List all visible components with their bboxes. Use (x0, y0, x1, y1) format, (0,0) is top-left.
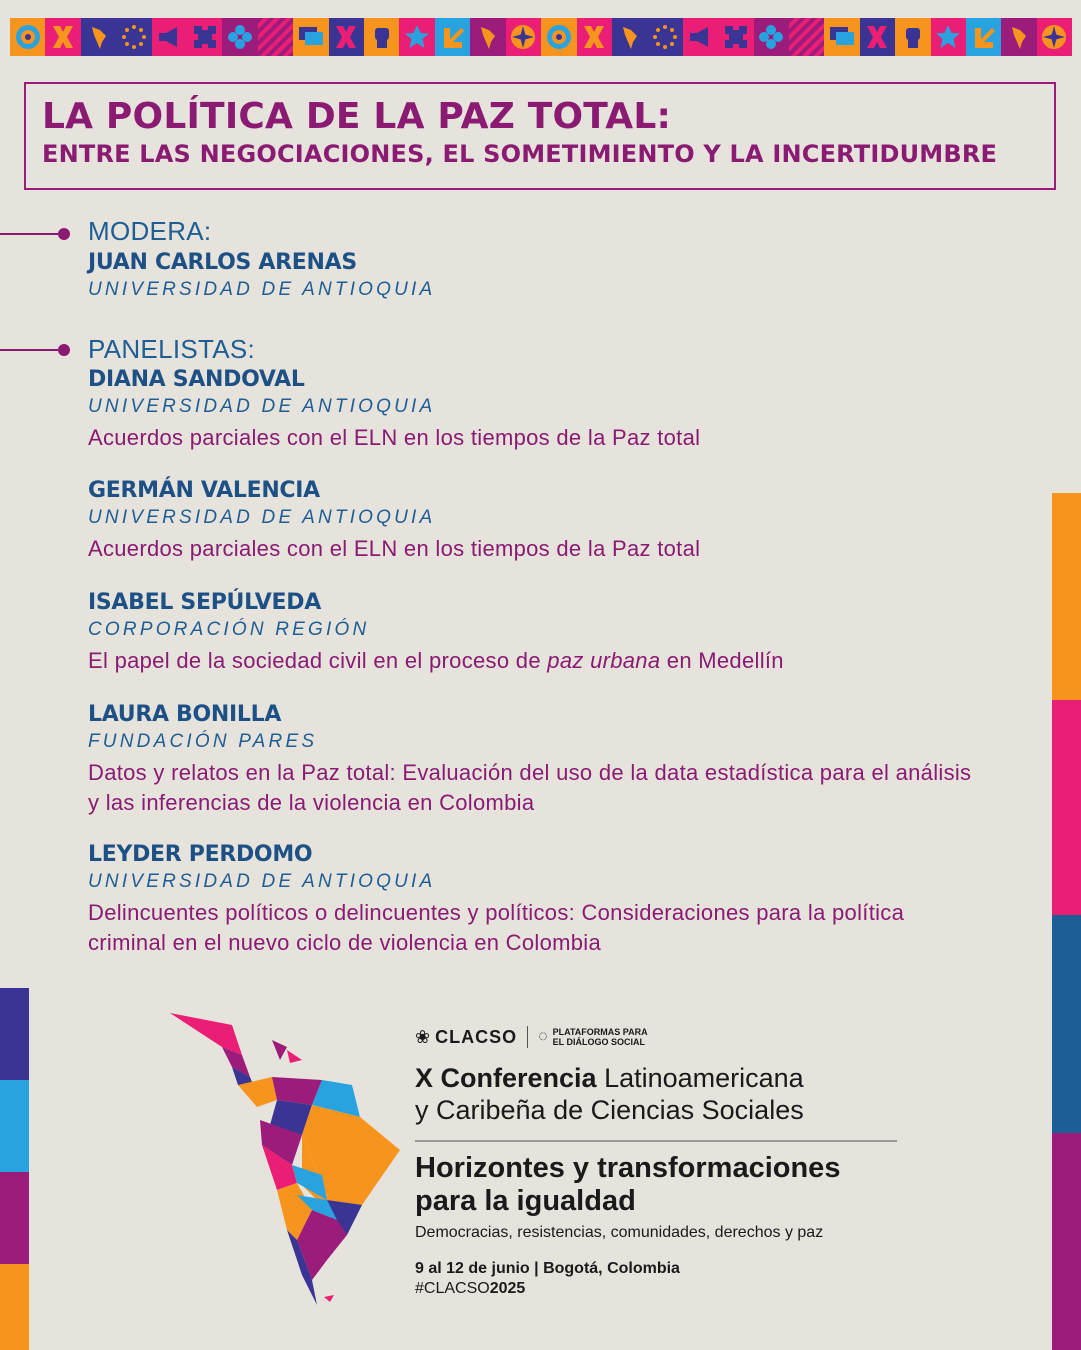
panelist-name: ISABEL SEPÚLVEDA (88, 590, 321, 615)
target-icon (541, 18, 576, 56)
stripes-icon (789, 18, 824, 56)
arrow-icon (966, 18, 1001, 56)
title-box (24, 82, 1056, 190)
side-bar-navy (0, 988, 29, 1080)
panelist-topic: Delincuentes políticos o delincuentes y políticos: Consideraciones para la política criminal en el nuevo ciclo de violencia en Colombia (88, 900, 905, 955)
panelist-entry (88, 841, 988, 958)
conference-name (415, 1062, 905, 1126)
panelist-entry (88, 366, 988, 453)
continent-icon (1001, 18, 1036, 56)
panelist-entry (88, 701, 988, 818)
fist-icon (895, 18, 930, 56)
platform-line: PLATAFORMAS PARA (552, 1027, 648, 1037)
moderator-block (88, 249, 988, 303)
conference-hashtag (415, 1280, 905, 1298)
theme-line: para la igualdad (415, 1185, 636, 1217)
panelist-affiliation: UNIVERSIDAD DE ANTIOQUIA (88, 396, 436, 417)
topic-italic-text: paz urbana (547, 648, 661, 673)
x-icon (860, 18, 895, 56)
panelist-name: LEYDER PERDOMO (88, 842, 313, 867)
dotted-circle-icon: ◌ (538, 1028, 548, 1045)
panelist-affiliation: UNIVERSIDAD DE ANTIOQUIA (88, 871, 436, 892)
hashtag-year: 2025 (489, 1280, 526, 1297)
conference-date: 9 al 12 de junio | Bogotá, Colombia (415, 1260, 680, 1277)
side-bar-sky (0, 1080, 29, 1172)
side-bar-orange (0, 1264, 29, 1350)
target-icon (10, 18, 45, 56)
panelist-topic (88, 646, 988, 676)
stars-circle-icon (116, 18, 151, 56)
conference-name-bold: X Conferencia (415, 1063, 597, 1093)
page-title: LA POLÍTICA DE LA PAZ TOTAL: (42, 96, 672, 137)
conference-name-line2: y Caribeña de Ciencias Sociales (415, 1095, 804, 1125)
platform-logo (538, 1027, 648, 1047)
fist-icon (364, 18, 399, 56)
panelist-affiliation: FUNDACIÓN PARES (88, 731, 318, 752)
hashtag-prefix: #CLACSO (415, 1280, 490, 1297)
decorative-pattern-strip (10, 18, 1072, 56)
panelist-entry (88, 477, 988, 564)
panelist-affiliation: UNIVERSIDAD DE ANTIOQUIA (88, 507, 436, 528)
cross-pattern-icon (718, 18, 753, 56)
star-icon (931, 18, 966, 56)
panel-bullet-line (0, 349, 62, 351)
continent-icon (81, 18, 116, 56)
moderator-bullet-line (0, 233, 62, 235)
panelist-topic: Acuerdos parciales con el ELN en los tiempos de la Paz total (88, 425, 701, 450)
side-bar-purple (1052, 1133, 1081, 1350)
conference-footer (415, 1022, 905, 1298)
side-bar-purple (0, 1172, 29, 1264)
panelist-name: LAURA BONILLA (88, 702, 282, 727)
platform-line: EL DIÁLOGO SOCIAL (552, 1037, 645, 1047)
side-bar-blue (1052, 915, 1081, 1133)
latin-america-map-logo (162, 1005, 412, 1310)
conference-subtheme: Democracias, resistencias, comunidades, derechos y paz (415, 1224, 824, 1241)
moderator-affiliation: UNIVERSIDAD DE ANTIOQUIA (88, 279, 436, 300)
clacso-logo (415, 1027, 517, 1048)
continent-icon (470, 18, 505, 56)
moderator-label: MODERA: (88, 216, 212, 246)
clacso-wordmark: CLACSO (435, 1026, 518, 1047)
panelist-topic: Datos y relatos en la Paz total: Evaluación del uso de la data estadística para el análisis y las inferencias de la violencia en Colombia (88, 760, 972, 815)
panelist-name: DIANA SANDOVAL (88, 367, 305, 392)
x-icon (577, 18, 612, 56)
theme-line: Horizontes y transformaciones (415, 1152, 841, 1184)
stripes-icon (258, 18, 293, 56)
footer-divider (415, 1140, 897, 1142)
continent-icon (612, 18, 647, 56)
page-subtitle: ENTRE LAS NEGOCIACIONES, EL SOMETIMIENTO Y LA INCERTIDUMBRE (42, 139, 998, 168)
side-bar-orange (1052, 493, 1081, 700)
panelist-name: GERMÁN VALENCIA (88, 478, 320, 503)
x-icon (329, 18, 364, 56)
x-icon (45, 18, 80, 56)
flower-icon (754, 18, 789, 56)
compass-icon (1037, 18, 1072, 56)
flower-icon (222, 18, 257, 56)
speech-bubble-icon (293, 18, 328, 56)
arrow-icon (435, 18, 470, 56)
topic-text: en Medellín (660, 648, 784, 673)
moderator-bullet-dot (58, 228, 70, 240)
cross-pattern-icon (187, 18, 222, 56)
star-icon (399, 18, 434, 56)
clacso-flower-icon: ❀ (415, 1026, 432, 1047)
panelist-affiliation: CORPORACIÓN REGIÓN (88, 619, 370, 640)
stars-circle-icon (647, 18, 682, 56)
conference-name-rest: Latinoamericana (596, 1063, 804, 1093)
speech-bubble-icon (824, 18, 859, 56)
logos-row (415, 1022, 905, 1052)
logo-divider (527, 1026, 528, 1048)
megaphone-icon (152, 18, 187, 56)
panel-label: PANELISTAS: (88, 334, 256, 364)
side-bar-pink (1052, 700, 1081, 915)
moderator-name: JUAN CARLOS ARENAS (88, 250, 357, 275)
topic-text: El papel de la sociedad civil en el proceso de (88, 648, 548, 673)
conference-theme (415, 1152, 905, 1218)
panelist-topic: Acuerdos parciales con el ELN en los tiempos de la Paz total (88, 536, 701, 561)
compass-icon (506, 18, 541, 56)
panelist-entry (88, 589, 988, 676)
megaphone-icon (683, 18, 718, 56)
panel-bullet-dot (58, 344, 70, 356)
